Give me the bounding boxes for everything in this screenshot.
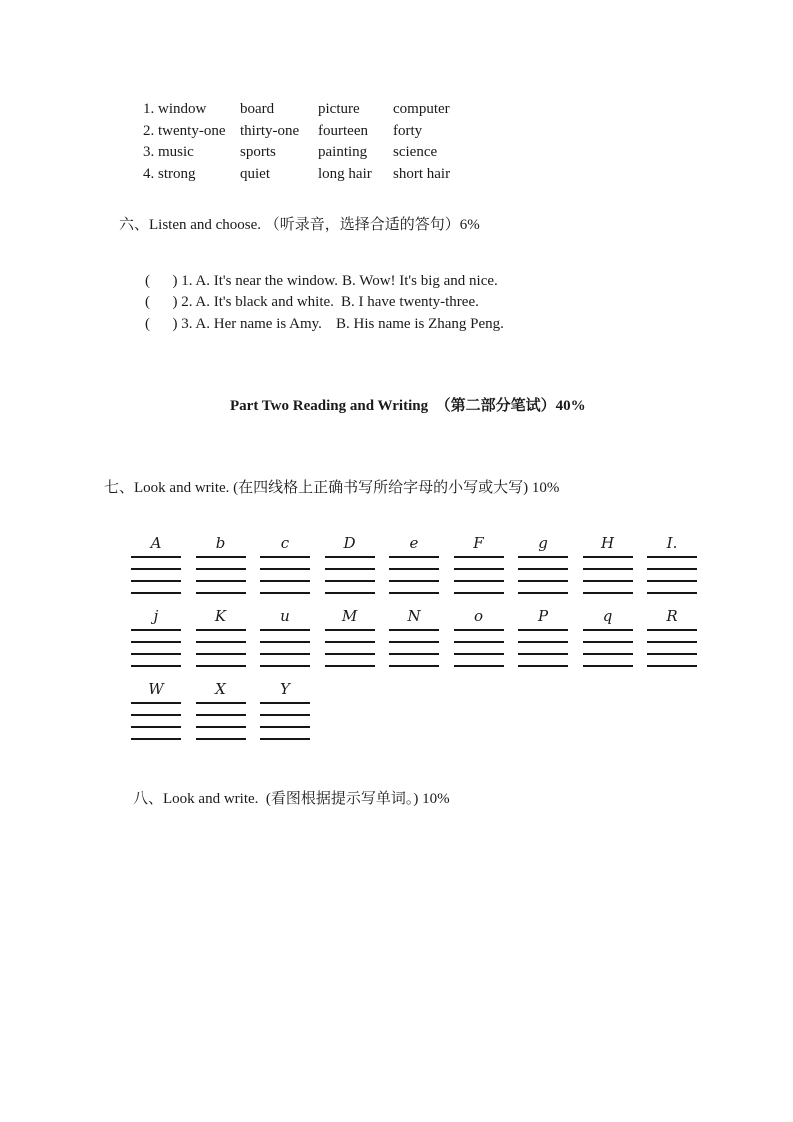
writing-lines xyxy=(389,556,439,594)
writing-lines xyxy=(196,629,246,667)
letter-label: b xyxy=(215,534,226,552)
listening-item xyxy=(0,315,793,333)
vocab-word: picture xyxy=(318,101,360,117)
writing-lines xyxy=(389,629,439,667)
vocab-row xyxy=(0,100,793,118)
letter-cell xyxy=(131,606,181,667)
letter-label: F xyxy=(473,534,484,552)
letter-label: u xyxy=(280,607,290,625)
letter-cell xyxy=(196,606,246,667)
vocab-word: short hair xyxy=(393,166,451,182)
writing-lines xyxy=(325,556,375,594)
listening-item-left: ( ) 3. A. Her name is Amy. xyxy=(145,316,322,332)
vocab-word: 2. twenty-one xyxy=(143,123,226,139)
writing-lines xyxy=(647,556,697,594)
letter-cell xyxy=(389,606,439,667)
letter-grid-row xyxy=(131,533,697,594)
letter-label: j xyxy=(153,607,159,625)
writing-lines xyxy=(131,629,181,667)
writing-lines xyxy=(260,556,310,594)
vocab-word: fourteen xyxy=(318,123,368,139)
vocab-word: quiet xyxy=(240,166,270,182)
writing-lines xyxy=(196,556,246,594)
letter-label: P xyxy=(537,607,549,625)
vocab-word: 3. music xyxy=(143,144,194,160)
letter-label: K xyxy=(214,607,227,625)
listening-item xyxy=(0,293,793,311)
writing-lines xyxy=(454,629,504,667)
letter-cell xyxy=(131,679,181,740)
letter-cell xyxy=(196,533,246,594)
letter-cell xyxy=(196,679,246,740)
letter-label: A xyxy=(150,534,162,552)
vocab-word: computer xyxy=(393,101,450,117)
writing-lines xyxy=(583,556,633,594)
letter-cell xyxy=(131,533,181,594)
letter-label: D xyxy=(343,534,356,552)
writing-lines xyxy=(131,556,181,594)
letter-label: e xyxy=(409,534,419,552)
letter-label: W xyxy=(148,680,164,698)
letter-label: R xyxy=(666,607,678,625)
listening-item xyxy=(0,272,793,290)
writing-lines xyxy=(131,702,181,740)
vocab-row xyxy=(0,143,793,161)
section8-heading: 八、Look and write. (看图根据提示写单词。) 10% xyxy=(133,791,450,807)
vocab-row xyxy=(0,122,793,140)
letter-label: q xyxy=(602,607,613,625)
section6-heading: 六、Listen and choose. （听录音，选择合适的答句）6% xyxy=(119,217,480,233)
writing-lines xyxy=(518,556,568,594)
writing-lines xyxy=(518,629,568,667)
writing-lines xyxy=(583,629,633,667)
letter-cell xyxy=(325,606,375,667)
listening-option-b: B. His name is Zhang Peng. xyxy=(336,316,504,332)
listening-option-b: B. I have twenty-three. xyxy=(341,294,479,310)
writing-lines xyxy=(260,702,310,740)
vocab-word: sports xyxy=(240,144,276,160)
vocab-word: 4. strong xyxy=(143,166,196,182)
vocab-word: board xyxy=(240,101,275,117)
letter-label: M xyxy=(341,607,358,625)
letter-cell xyxy=(260,606,310,667)
letter-label: c xyxy=(280,534,290,552)
letter-cell xyxy=(389,533,439,594)
letter-cell xyxy=(325,533,375,594)
listening-item-left: ( ) 1. A. It's near the window. xyxy=(145,273,338,289)
vocab-row xyxy=(0,165,793,183)
letter-cell xyxy=(454,533,504,594)
letter-cell xyxy=(583,533,633,594)
vocab-word: science xyxy=(393,144,438,160)
letter-label: H xyxy=(600,534,615,552)
letter-cell xyxy=(518,533,568,594)
writing-lines xyxy=(454,556,504,594)
letter-grid-row xyxy=(131,679,310,740)
vocab-word: painting xyxy=(318,144,368,160)
listening-option-b: B. Wow! It's big and nice. xyxy=(342,273,498,289)
vocab-word: 1. window xyxy=(143,101,207,117)
letter-cell xyxy=(260,533,310,594)
letter-cell xyxy=(518,606,568,667)
writing-lines xyxy=(647,629,697,667)
letter-label: g xyxy=(538,534,548,552)
writing-lines xyxy=(196,702,246,740)
vocab-word: forty xyxy=(393,123,423,139)
writing-lines xyxy=(325,629,375,667)
letter-cell xyxy=(454,606,504,667)
part-two-heading: Part Two Reading and Writing （第二部分笔试）40% xyxy=(230,398,586,414)
listening-item-left: ( ) 2. A. It's black and white. xyxy=(145,294,334,310)
letter-label: I. xyxy=(666,534,678,552)
letter-label: N xyxy=(407,607,421,625)
letter-cell xyxy=(583,606,633,667)
letter-label: Y xyxy=(280,680,290,698)
section7-heading: 七、Look and write. (在四线格上正确书写所给字母的小写或大写) 10% xyxy=(104,480,560,496)
letter-grid-row xyxy=(131,606,697,667)
writing-lines xyxy=(260,629,310,667)
letter-cell xyxy=(647,533,697,594)
letter-label: X xyxy=(215,680,226,698)
letter-cell xyxy=(647,606,697,667)
letter-label: o xyxy=(473,607,484,625)
vocab-word: long hair xyxy=(318,166,372,182)
letter-cell xyxy=(260,679,310,740)
vocab-word: thirty-one xyxy=(240,123,300,139)
